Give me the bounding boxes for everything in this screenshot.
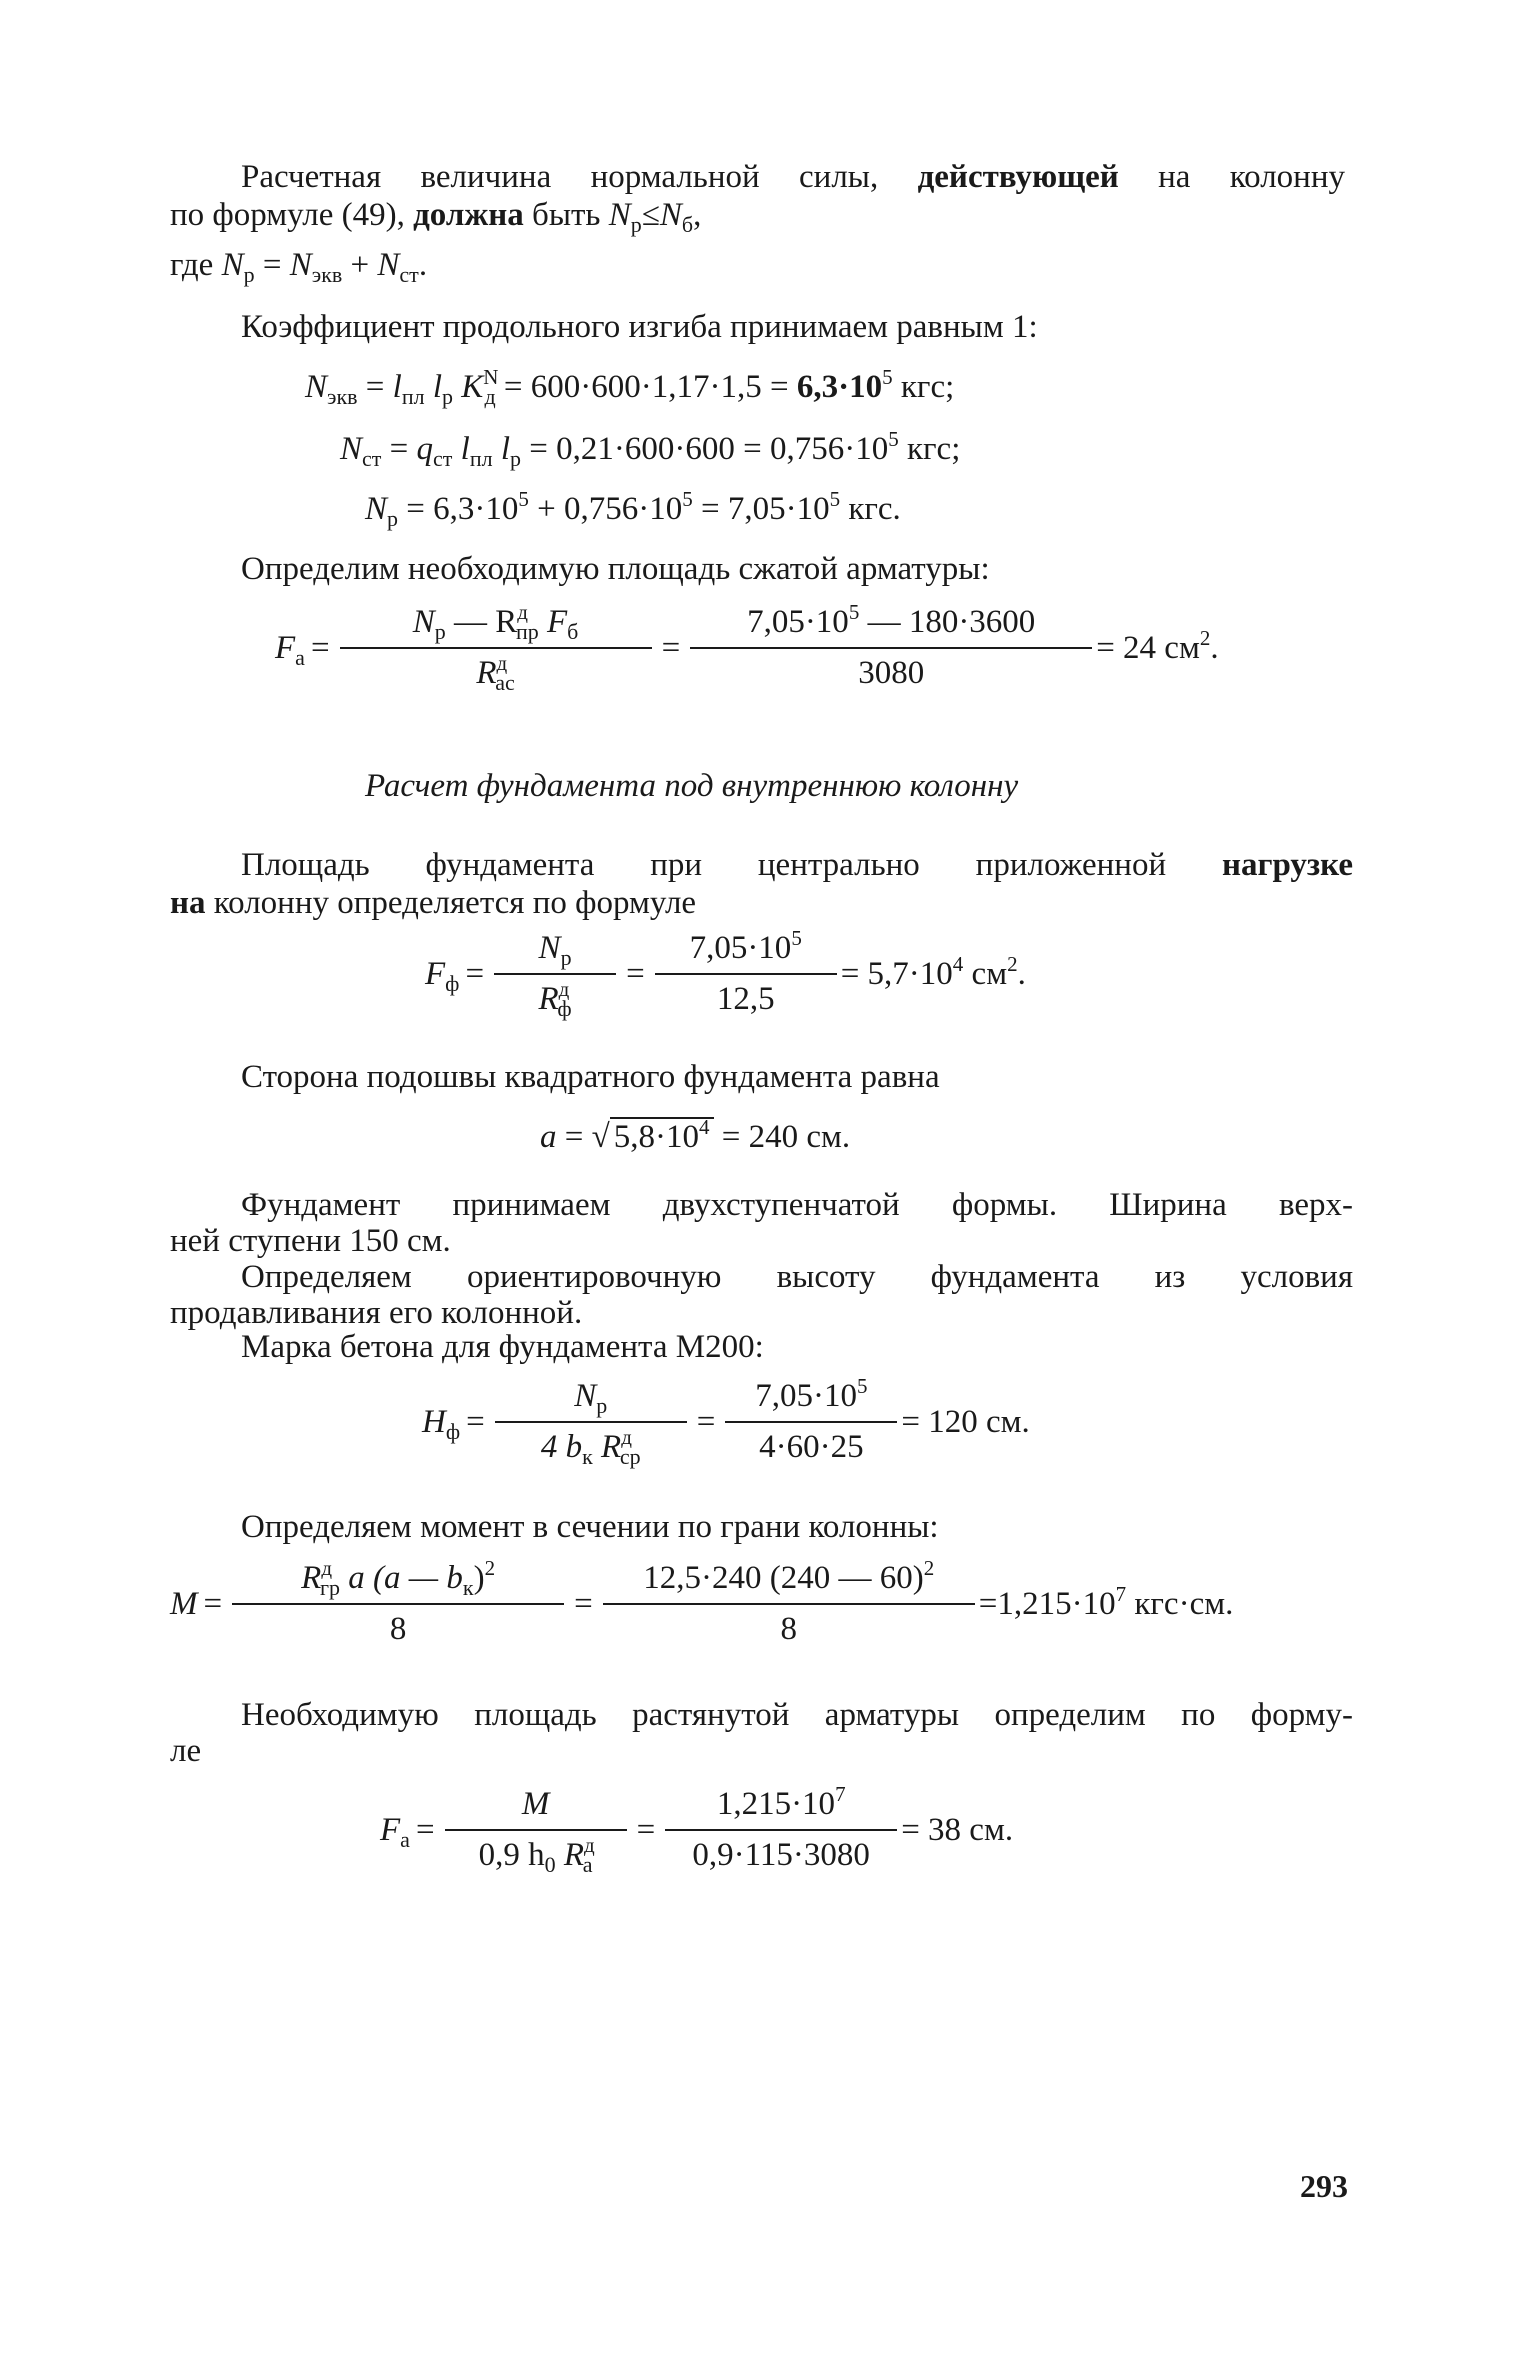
fraction-numeric: $\frac{7,05\cdot 10^5}{12,5}$ (661, 930, 831, 1018)
paragraph-two-step-line2: ней ступени 150 см. (170, 1223, 451, 1259)
paragraph-height-line1: Определяем ориентировочную высоту фундамента из условия (241, 1259, 1353, 1295)
formula-result: = 120 см. (901, 1403, 1030, 1440)
formula-lhs: $F_ф$ (425, 955, 460, 996)
section-heading: Расчет фундамента под внутреннюю колонну (365, 768, 1019, 804)
where-clause: где $N_р = N_{экв} + N_{ст}$. (170, 247, 428, 287)
formula-tensile-area: $F_а$ = $\frac{M}{0,9 h_0 R^д_а}$ = $\frac{1,215\cdot 10^7}{0,9\cdot 115\cdot 3080}$ = 38 см. (380, 1782, 1014, 1877)
fraction-symbolic: $\frac{M}{0,9 h_0 R^д_а}$ (451, 1786, 621, 1874)
formula-lhs: $F_а$ (275, 629, 305, 670)
paragraph-compressed-reinforcement: Определим необходимую площадь сжатой арматуры: (241, 551, 990, 587)
page-number: 293 (1300, 2168, 1348, 2204)
paragraph-tensile-line1: Необходимую площадь растянутой арматуры определим по форму- (241, 1697, 1353, 1733)
equation-n-design: $N_р = 6,3\cdot 10^5 + 0,756\cdot 10^5 = 7,05\cdot 10^5$ кгс. (365, 487, 901, 531)
formula-result: $=1,215\cdot 10^7$ кгс·см. (978, 1581, 1234, 1622)
fraction-symbolic: $\frac{N_р}{R^д_ф}$ (500, 930, 610, 1018)
formula-moment: M = $\frac{R^д_{гр} a (a — b_к)^2}{8}$ = $\frac{12,5\cdot 240 (240 — 60)^2}{8}$ $=1,215\cdot 10^7$ кгс·см. (170, 1556, 1234, 1647)
fraction-numeric: $\frac{1,215\cdot 10^7}{0,9\cdot 115\cdot 3080}$ (671, 1786, 891, 1874)
equation-n-column: $N_{ст} = q_{ст}$ $l_{пл}$ $l_р = 0,21\cdot 600\cdot 600 = 0,756\cdot 10^5$ кгс; (340, 427, 961, 471)
paragraph-height-line2: продавливания его колонной. (170, 1295, 583, 1331)
formula-compressed-area: $F_а$ = $\frac{N_р — R^д_{пр} F_б}{R^д_{ас}}$ = $\frac{7,05\cdot 10^5 — 180\cdot 3600}{3080}$ = 24 $см^2$. (275, 600, 1219, 695)
paragraph-foundation-area-line2: на колонну определяется по формуле (170, 885, 697, 921)
paragraph-concrete-grade: Марка бетона для фундамента М200: (241, 1329, 764, 1365)
formula-lhs: M (170, 1585, 198, 1622)
formula-result: = $5,7\cdot 10^4$ $см^2$. (840, 951, 1026, 992)
fraction-symbolic: $\frac{R^д_{гр} a (a — b_к)^2}{8}$ (238, 1560, 558, 1648)
formula-foundation-height: $H_ф$ = $\frac{N_р}{4 b_к R^д_{ср}}$ = $\frac{7,05\cdot 10^5}{4\cdot 60\cdot 25}$ = 120 см. (422, 1374, 1030, 1469)
fraction-numeric: $\frac{7,05\cdot 10^5}{4\cdot 60\cdot 25}$ (731, 1378, 891, 1466)
equation-n-equiv: $N_{экв} = l_{пл}$ $l_р$ $K^N_д = 600\cdot 600\cdot 1,17\cdot 1,5 = 6,3\cdot 10^5$ кгс; (305, 365, 955, 409)
fraction-symbolic: $\frac{N_р}{4 b_к R^д_{ср}}$ (501, 1378, 681, 1466)
paragraph-two-step-line1: Фундамент принимаем двухступенчатой формы. Ширина верх- (241, 1187, 1353, 1223)
paragraph-foundation-area-line1: Площадь фундамента при центрально приложенной нагрузке (241, 847, 1353, 883)
paragraph-foundation-side: Сторона подошвы квадратного фундамента равна (241, 1059, 940, 1095)
formula-foundation-side: a = √ $5,8\cdot 10^4 = 240$ см. (540, 1115, 851, 1155)
formula-lhs: $H_ф$ (422, 1403, 461, 1444)
paragraph-buckling: Коэффициент продольного изгиба принимаем равным 1: (241, 309, 1038, 345)
fraction-symbolic: $\frac{N_р — R^д_{пр} F_б}{R^д_{ас}}$ (346, 604, 646, 692)
fraction-numeric: $\frac{7,05\cdot 10^5 — 180\cdot 3600}{3080}$ (696, 604, 1086, 692)
formula-result: = 38 см. (901, 1811, 1014, 1848)
fraction-numeric: $\frac{12,5\cdot 240 (240 — 60)^2}{8}$ (609, 1560, 969, 1648)
formula-result: = 24 $см^2$. (1096, 625, 1219, 666)
formula-foundation-area: $F_ф$ = $\frac{N_р}{R^д_ф}$ = $\frac{7,05\cdot 10^5}{12,5}$ = $5,7\cdot 10^4$ $см^2$. (425, 926, 1026, 1021)
radical-sign: √ (591, 1119, 610, 1155)
paragraph-moment: Определяем момент в сечении по грани колонны: (241, 1509, 939, 1545)
paragraph-normal-force-line2: по формуле (49), должна быть $N_р\le N_б$, (170, 197, 702, 237)
paragraph-normal-force-line1: Расчетная величина нормальной силы, действующей на колонну (241, 159, 1345, 195)
paragraph-tensile-line2: ле (170, 1733, 202, 1769)
formula-lhs: $F_а$ (380, 1811, 410, 1852)
